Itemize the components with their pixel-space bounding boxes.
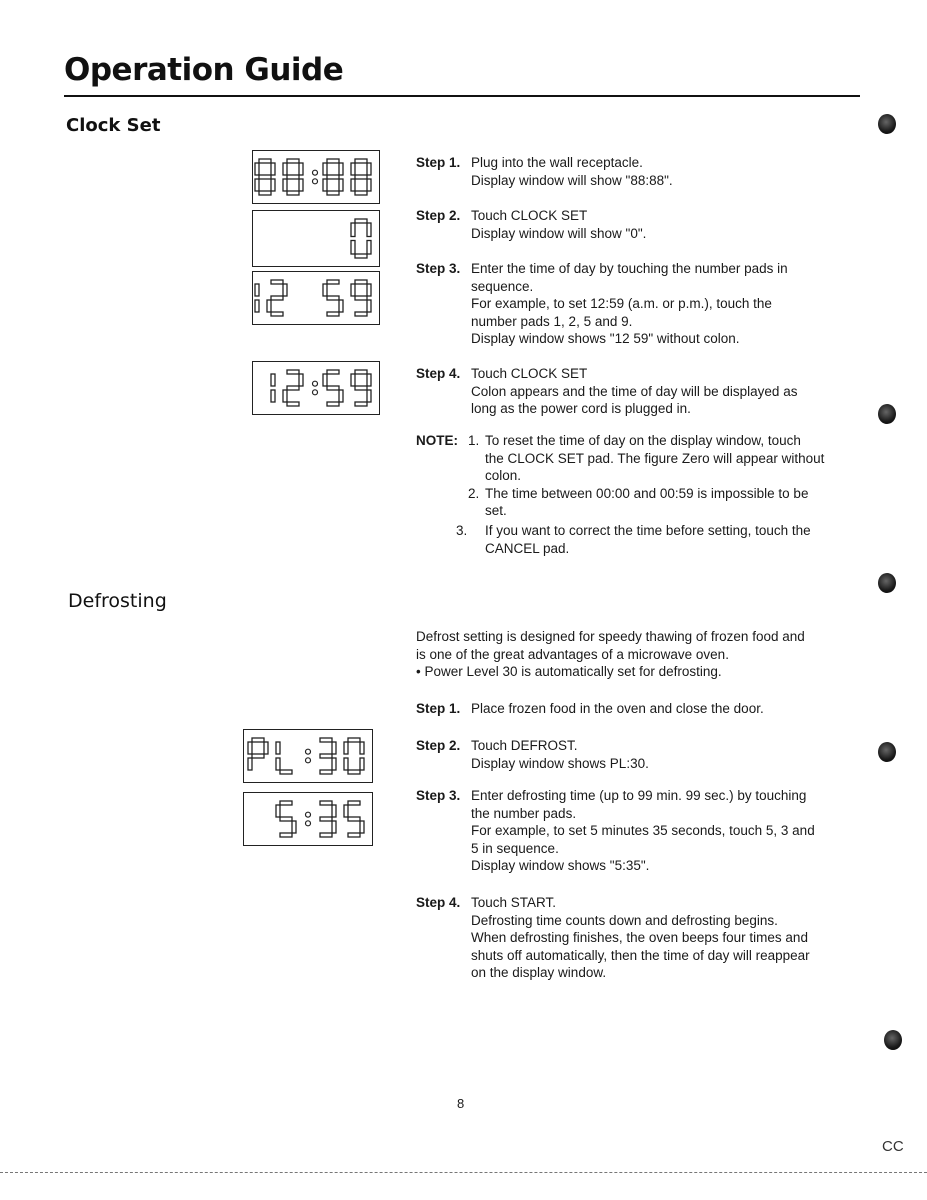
title-divider — [64, 95, 860, 97]
note-line: set. — [485, 503, 507, 519]
lcd-segment — [280, 770, 292, 774]
intro-line: Defrost setting is designed for speedy thawing of frozen food and — [416, 629, 805, 644]
lcd-segment — [264, 742, 268, 754]
defrost-step-3 — [416, 787, 858, 875]
lcd-segment — [255, 284, 259, 296]
lcd-segment — [367, 390, 371, 402]
lcd-segment — [271, 163, 275, 175]
lcd-segment — [271, 374, 275, 386]
lcd-segment — [351, 241, 355, 255]
lcd-segment — [367, 179, 371, 191]
defrost-step-1 — [416, 700, 858, 718]
lcd-segment — [283, 179, 287, 191]
step-line: For example, to set 5 minutes 35 seconds, touch 5, 3 and — [471, 823, 815, 839]
step-line: on the display window. — [471, 965, 607, 981]
lcd-segment — [259, 191, 271, 195]
lcd-segment — [351, 223, 355, 237]
step-text: Touch CLOCK SET — [471, 366, 588, 381]
lcd-segment — [355, 254, 367, 258]
lcd-digits-5-35 — [244, 793, 372, 845]
lcd-colon-dot — [313, 390, 318, 395]
lcd-segment — [327, 159, 339, 163]
lcd-segment — [255, 163, 259, 175]
step-label: Step 4. — [416, 895, 461, 910]
lcd-segment — [355, 191, 367, 195]
step-line: long as the power cord is plugged in. — [471, 401, 691, 417]
lcd-segment — [259, 175, 271, 179]
step-line: When defrosting finishes, the oven beeps four times and — [471, 930, 808, 946]
step-label: Step 3. — [416, 261, 461, 276]
lcd-display-12-59 — [252, 271, 380, 325]
lcd-segment — [276, 742, 280, 754]
lcd-segment — [339, 179, 343, 191]
lcd-segment — [344, 805, 348, 817]
clock-set-heading: Clock Set — [66, 115, 161, 136]
note-item — [416, 432, 858, 485]
lcd-segment — [271, 312, 283, 316]
lcd-segment — [332, 758, 336, 770]
step-line: 5 in sequence. — [471, 840, 559, 856]
step-label: Step 1. — [416, 155, 461, 170]
lcd-segment — [276, 805, 280, 817]
step-line: For example, to set 12:59 (a.m. or p.m.), touch the — [471, 296, 772, 312]
lcd-display-5-35 — [243, 792, 373, 846]
note-number: 1. — [468, 433, 480, 448]
step-text: Touch CLOCK SET — [471, 208, 588, 223]
lcd-segment — [355, 280, 367, 284]
defrost-intro — [416, 628, 858, 681]
lcd-segment — [367, 300, 371, 312]
intro-line: • Power Level 30 is automatically set for defrosting. — [416, 664, 722, 680]
defrost-step-2 — [416, 737, 858, 772]
lcd-segment — [280, 817, 292, 821]
note-number: 3. — [456, 522, 468, 538]
lcd-segment — [344, 742, 348, 754]
lcd-segment — [360, 821, 364, 833]
binder-hole-icon — [878, 742, 896, 762]
lcd-segment — [323, 284, 327, 296]
binder-hole-icon — [884, 1030, 902, 1050]
lcd-colon-dot — [306, 749, 311, 754]
lcd-display-12-59-colon — [252, 361, 380, 415]
lcd-segment — [355, 159, 367, 163]
lcd-segment — [348, 801, 360, 805]
lcd-segment — [339, 390, 343, 402]
lcd-segment — [323, 163, 327, 175]
step-body — [416, 912, 858, 982]
lcd-segment — [252, 754, 264, 758]
lcd-segment — [287, 386, 299, 390]
lcd-segment — [360, 758, 364, 770]
lcd-segment — [280, 801, 292, 805]
step-text: Place frozen food in the oven and close the door. — [471, 701, 764, 716]
lcd-segment — [348, 738, 360, 742]
lcd-segment — [255, 300, 259, 312]
lcd-digits-pl-30 — [244, 730, 372, 782]
step-line: shuts off automatically, then the time of day will reappear — [471, 947, 810, 963]
lcd-segment — [351, 163, 355, 175]
note-item — [416, 522, 858, 557]
step-label: Step 2. — [416, 738, 461, 753]
lcd-segment — [348, 817, 360, 821]
binder-hole-icon — [878, 573, 896, 593]
lcd-segment — [360, 742, 364, 754]
lcd-segment — [355, 219, 367, 223]
lcd-segment — [355, 296, 367, 300]
step-line: Defrosting time counts down and defrosting begins. — [471, 912, 778, 928]
step-line: Colon appears and the time of day will be displayed as — [471, 383, 798, 399]
lcd-segment — [339, 163, 343, 175]
lcd-segment — [332, 742, 336, 754]
note-line: the CLOCK SET pad. The figure Zero will appear without — [485, 450, 825, 466]
lcd-segment — [327, 280, 339, 284]
lcd-segment — [299, 163, 303, 175]
corner-mark: CC — [882, 1138, 904, 1155]
lcd-segment — [276, 758, 280, 770]
lcd-segment — [299, 179, 303, 191]
lcd-segment — [327, 175, 339, 179]
lcd-segment — [283, 390, 287, 402]
lcd-segment — [259, 159, 271, 163]
clock-step-3 — [416, 260, 858, 348]
lcd-segment — [351, 374, 355, 386]
lcd-segment — [283, 163, 287, 175]
note-number: 2. — [468, 485, 480, 501]
step-label: Step 2. — [416, 208, 461, 223]
lcd-segment — [348, 770, 360, 774]
lcd-segment — [332, 821, 336, 833]
lcd-segment — [252, 738, 264, 742]
lcd-segment — [271, 179, 275, 191]
lcd-segment — [332, 805, 336, 817]
page-title: Operation Guide — [64, 52, 344, 88]
lcd-segment — [367, 223, 371, 237]
step-body — [416, 383, 858, 418]
note-line: If you want to correct the time before setting, touch the — [485, 522, 811, 538]
lcd-segment — [287, 402, 299, 406]
lcd-colon-dot — [313, 170, 318, 175]
lcd-digits-12-59-colon — [253, 362, 379, 414]
defrosting-heading: Defrosting — [68, 590, 167, 612]
lcd-segment — [320, 754, 332, 758]
lcd-segment — [320, 770, 332, 774]
lcd-segment — [320, 817, 332, 821]
lcd-segment — [355, 175, 367, 179]
step-line: Display window shows "5:35". — [471, 858, 650, 874]
step-text: Plug into the wall receptacle. — [471, 155, 643, 170]
lcd-segment — [287, 175, 299, 179]
lcd-segment — [327, 386, 339, 390]
note-line: CANCEL pad. — [485, 540, 570, 556]
lcd-segment — [248, 758, 252, 770]
step-body — [416, 172, 858, 190]
lcd-digits-12-59 — [253, 272, 379, 324]
clock-step-1 — [416, 154, 858, 189]
note-line: The time between 00:00 and 00:59 is impossible to be — [485, 485, 809, 501]
step-text: Enter defrosting time (up to 99 min. 99 sec.) by touching — [471, 788, 807, 803]
step-label: Step 3. — [416, 788, 461, 803]
step-line: Display window shows PL:30. — [471, 755, 649, 771]
step-body — [416, 225, 858, 243]
binder-hole-icon — [878, 114, 896, 134]
step-text: Touch DEFROST. — [471, 738, 578, 753]
clock-step-2 — [416, 207, 858, 242]
step-text: Touch START. — [471, 895, 557, 910]
lcd-digits-0 — [253, 211, 379, 266]
binder-hole-icon — [878, 404, 896, 424]
lcd-segment — [327, 370, 339, 374]
lcd-segment — [367, 241, 371, 255]
note-label: NOTE: — [416, 433, 458, 448]
note-item — [416, 485, 858, 520]
step-line: number pads 1, 2, 5 and 9. — [471, 313, 633, 329]
step-line: Display window shows "12 59" without colon. — [471, 331, 740, 347]
lcd-segment — [320, 801, 332, 805]
lcd-segment — [355, 312, 367, 316]
lcd-segment — [348, 833, 360, 837]
clock-note — [416, 432, 858, 557]
lcd-segment — [367, 374, 371, 386]
lcd-display-pl-30 — [243, 729, 373, 783]
lcd-segment — [351, 284, 355, 296]
lcd-segment — [344, 758, 348, 770]
lcd-segment — [351, 179, 355, 191]
lcd-segment — [327, 191, 339, 195]
lcd-segment — [323, 179, 327, 191]
step-line: the number pads. — [471, 805, 577, 821]
lcd-segment — [339, 300, 343, 312]
step-body — [416, 755, 858, 773]
lcd-segment — [271, 280, 283, 284]
intro-line: is one of the great advantages of a microwave oven. — [416, 646, 729, 662]
lcd-colon-dot — [306, 821, 311, 826]
lcd-display-88-88 — [252, 150, 380, 204]
lcd-segment — [280, 833, 292, 837]
lcd-segment — [367, 284, 371, 296]
lcd-segment — [320, 738, 332, 742]
lcd-segment — [327, 402, 339, 406]
lcd-segment — [292, 821, 296, 833]
note-line: To reset the time of day on the display window, touch — [485, 433, 801, 448]
lcd-colon-dot — [306, 758, 311, 763]
lcd-colon-dot — [313, 179, 318, 184]
lcd-display-0 — [252, 210, 380, 267]
lcd-segment — [271, 296, 283, 300]
step-text: Enter the time of day by touching the number pads in — [471, 261, 788, 276]
bottom-edge-line — [0, 1172, 927, 1174]
lcd-digits-88-88 — [253, 151, 379, 203]
lcd-segment — [248, 742, 252, 754]
step-label: Step 1. — [416, 701, 461, 716]
lcd-segment — [299, 374, 303, 386]
page-number: 8 — [457, 1096, 465, 1111]
note-line: colon. — [485, 468, 522, 484]
step-line: Display window will show "0". — [471, 225, 647, 241]
lcd-colon-dot — [313, 381, 318, 386]
lcd-segment — [287, 370, 299, 374]
lcd-segment — [367, 163, 371, 175]
step-line: Display window will show "88:88". — [471, 172, 673, 188]
lcd-segment — [271, 390, 275, 402]
lcd-segment — [283, 284, 287, 296]
lcd-segment — [327, 296, 339, 300]
step-line: sequence. — [471, 278, 534, 294]
step-body — [416, 278, 858, 348]
lcd-segment — [287, 191, 299, 195]
clock-step-4 — [416, 365, 858, 418]
step-label: Step 4. — [416, 366, 461, 381]
defrost-step-4 — [416, 894, 858, 982]
lcd-segment — [327, 312, 339, 316]
lcd-segment — [355, 386, 367, 390]
lcd-segment — [355, 370, 367, 374]
lcd-segment — [323, 374, 327, 386]
lcd-segment — [267, 300, 271, 312]
lcd-segment — [287, 159, 299, 163]
lcd-segment — [255, 179, 259, 191]
lcd-segment — [355, 402, 367, 406]
lcd-segment — [320, 833, 332, 837]
step-body — [416, 805, 858, 875]
lcd-colon-dot — [306, 812, 311, 817]
